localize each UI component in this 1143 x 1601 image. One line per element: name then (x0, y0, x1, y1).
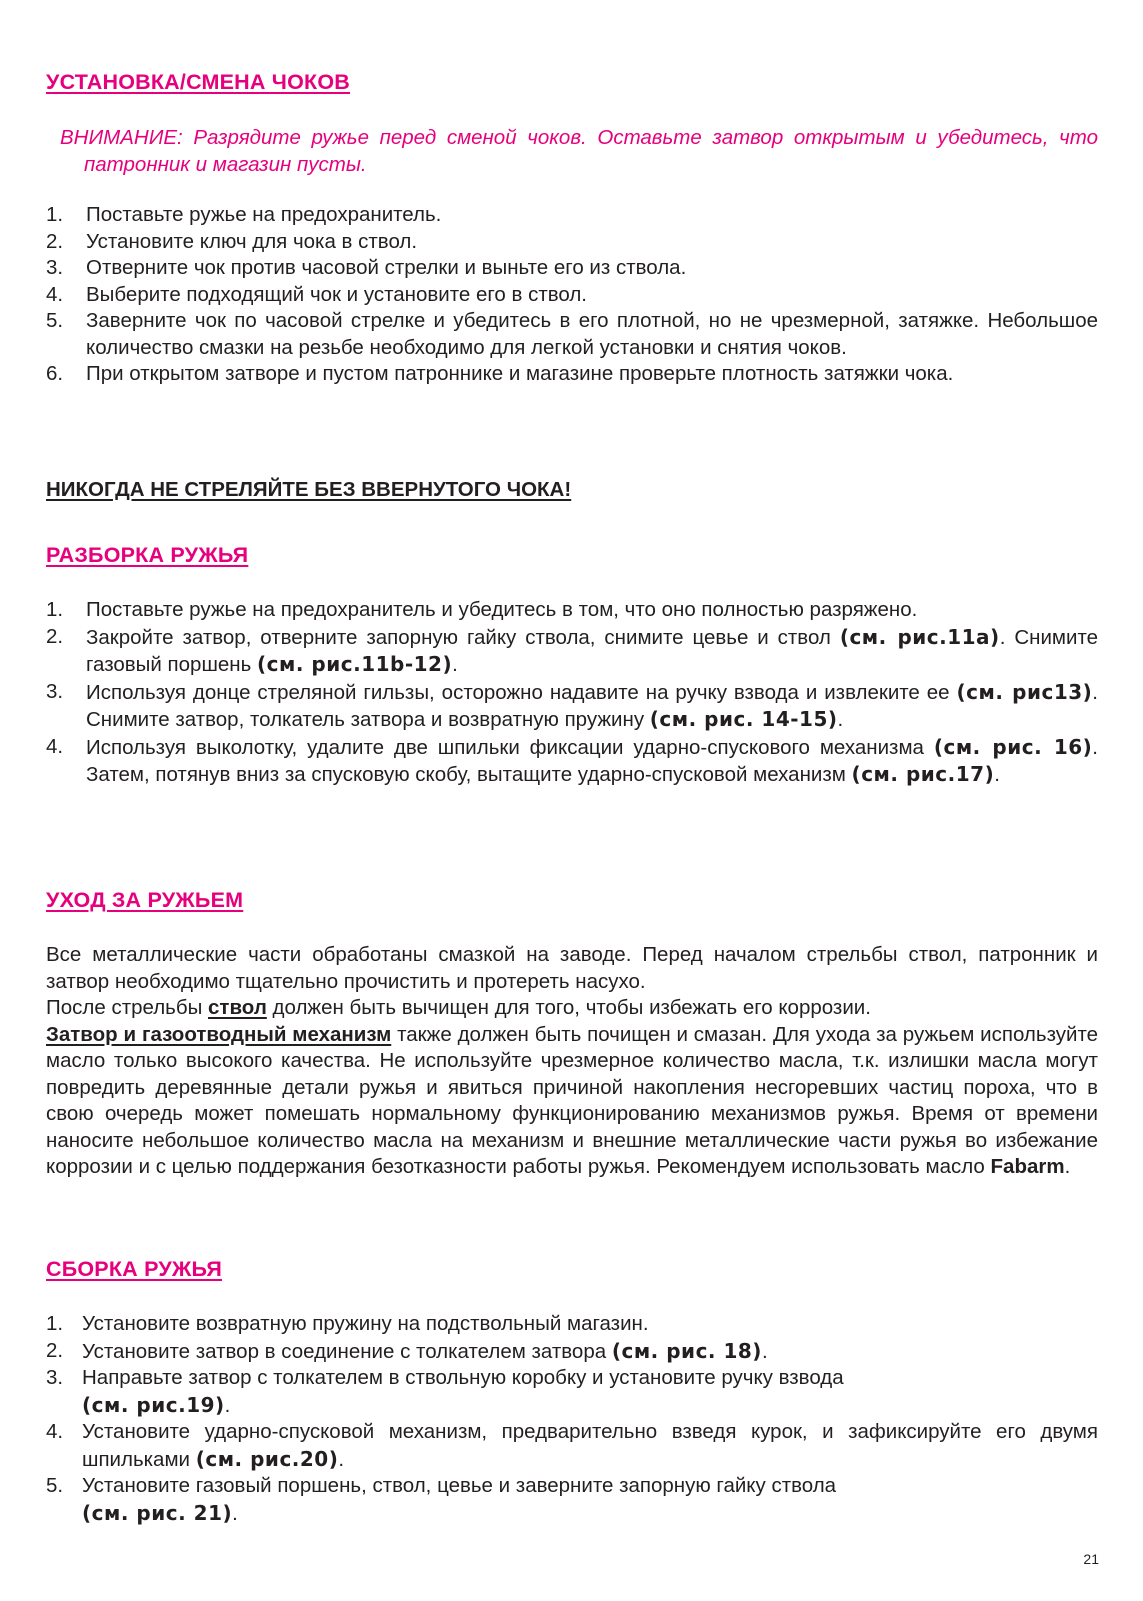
list-item: 5. Заверните чок по часовой стрелке и убедитесь в его плотной, но не чрезмерной, затяжке. Небольшое количество смазки на резьбе необходимо для легкой установки и снятия чоков. (46, 309, 1098, 359)
figure-reference: (см. рис. 18) (611, 1338, 762, 1363)
list-item: 4. Используя выколотку, удалите две шпильки фиксации ударно-спускового механизма (см. рис. 16). Затем, потянув вниз за спусковую скобу, вытащите ударно-спусковой механизм (см. рис.17). (46, 734, 1098, 786)
list-item: 1. Установите возвратную пружину на подствольный магазин. (46, 1312, 649, 1335)
care-section-title: УХОД ЗА РУЖЬЕМ (46, 888, 244, 912)
figure-reference: (см. рис.20) (195, 1446, 339, 1471)
list-item: 4. Установите ударно-спусковой механизм, предварительно взведя курок, и зафиксируйте его двумя шпильками (см. рис.20). (46, 1420, 1098, 1471)
care-paragraph: После стрельбы ствол должен быть вычищен для того, чтобы избежать его коррозии. (46, 996, 871, 1019)
list-item: 2. Закройте затвор, отверните запорную гайку ствола, снимите цевье и ствол (см. рис.11a). Снимите газовый поршень (см. рис.11b-12). (46, 624, 1099, 676)
page-number: 21 (1083, 1551, 1099, 1567)
list-item: 3. Используя донце стреляной гильзы, осторожно надавите на ручку взвода и извлеките ее (см. рис13). Снимите затвор, толкатель затвора и возвратную пружину (см. рис. 14-15). (46, 679, 1098, 731)
list-item: 2. Установите затвор в соединение с толкателем затвора (см. рис. 18). (46, 1338, 768, 1363)
choke-warning: ВНИМАНИЕ: Разрядите ружье перед сменой чоков. Оставьте затвор открытым и убедитесь, что патронник и магазин пусты. (60, 126, 1098, 176)
figure-reference: (см. рис. 21) (82, 1500, 233, 1525)
figure-reference: (см. рис.19) (82, 1392, 225, 1417)
figure-reference: (см. рис. 16) (933, 734, 1093, 759)
figure-reference: (см. рис13) (956, 679, 1093, 704)
figure-reference: (см. рис.17) (851, 762, 995, 786)
figure-reference: (см. рис. 14-15) (649, 707, 838, 731)
never-fire-warning: НИКОГДА НЕ СТРЕЛЯЙТЕ БЕЗ ВВЕРНУТОГО ЧОКА! (46, 478, 572, 501)
list-item: 3. Отверните чок против часовой стрелки и выньте его из ствола. (46, 256, 687, 279)
list-item: 1. Поставьте ружье на предохранитель. (46, 203, 442, 226)
figure-reference: (см. рис.11b-12) (257, 652, 453, 676)
list-item: 6. При открытом затворе и пустом патроннике и магазине проверьте плотность затяжки чока. (46, 362, 954, 385)
care-paragraph: Затвор и газоотводный механизм также должен быть почищен и смазан. Для ухода за ружьем используйте масло только высокого качества. Не используйте чрезмерное количество масла, т.к. излишки масла могут повредить деревянные детали ружья и явиться причиной накопления несгоревших частиц пороха, что в свою очередь может помешать нормальному функционированию механизмов ружья. Время от времени наносите небольшое количество масла на механизм и внешние металлические части ружья во избежание коррозии и с целью поддержания безотказности работы ружья. Рекомендуем использовать масло Fabarm. (46, 1022, 1099, 1178)
list-item: 4. Выберите подходящий чок и установите его в ствол. (46, 282, 587, 306)
care-text (46, 942, 1098, 1181)
disassembly-steps-list (46, 597, 1098, 789)
assembly-section-title: СБОРКА РУЖЬЯ (46, 1257, 223, 1281)
choke-steps-list (46, 202, 1098, 388)
brand-name: Fabarm (990, 1155, 1065, 1178)
list-item: 1. Поставьте ружье на предохранитель и убедитесь в том, что оно полностью разряжено. (46, 598, 918, 621)
figure-reference: (см. рис.11a) (839, 624, 1000, 649)
care-paragraph: Все металлические части обработаны смазкой на заводе. Перед началом стрельбы ствол, патронник и затвор необходимо тщательно прочистить и протереть насухо. (46, 943, 1098, 993)
list-item: 3. Направьте затвор с толкателем в ствольную коробку и установите ручку взвода (см. рис.19). (46, 1366, 844, 1417)
disassembly-section-title: РАЗБОРКА РУЖЬЯ (46, 543, 249, 567)
list-item: 2. Установите ключ для чока в ствол. (46, 229, 418, 253)
assembly-steps-list (46, 1311, 1098, 1527)
choke-section-title: УСТАНОВКА/СМЕНА ЧОКОВ (46, 70, 350, 94)
list-item: 5. Установите газовый поршень, ствол, цевье и заверните запорную гайку ствола (см. рис. 21). (46, 1474, 837, 1525)
